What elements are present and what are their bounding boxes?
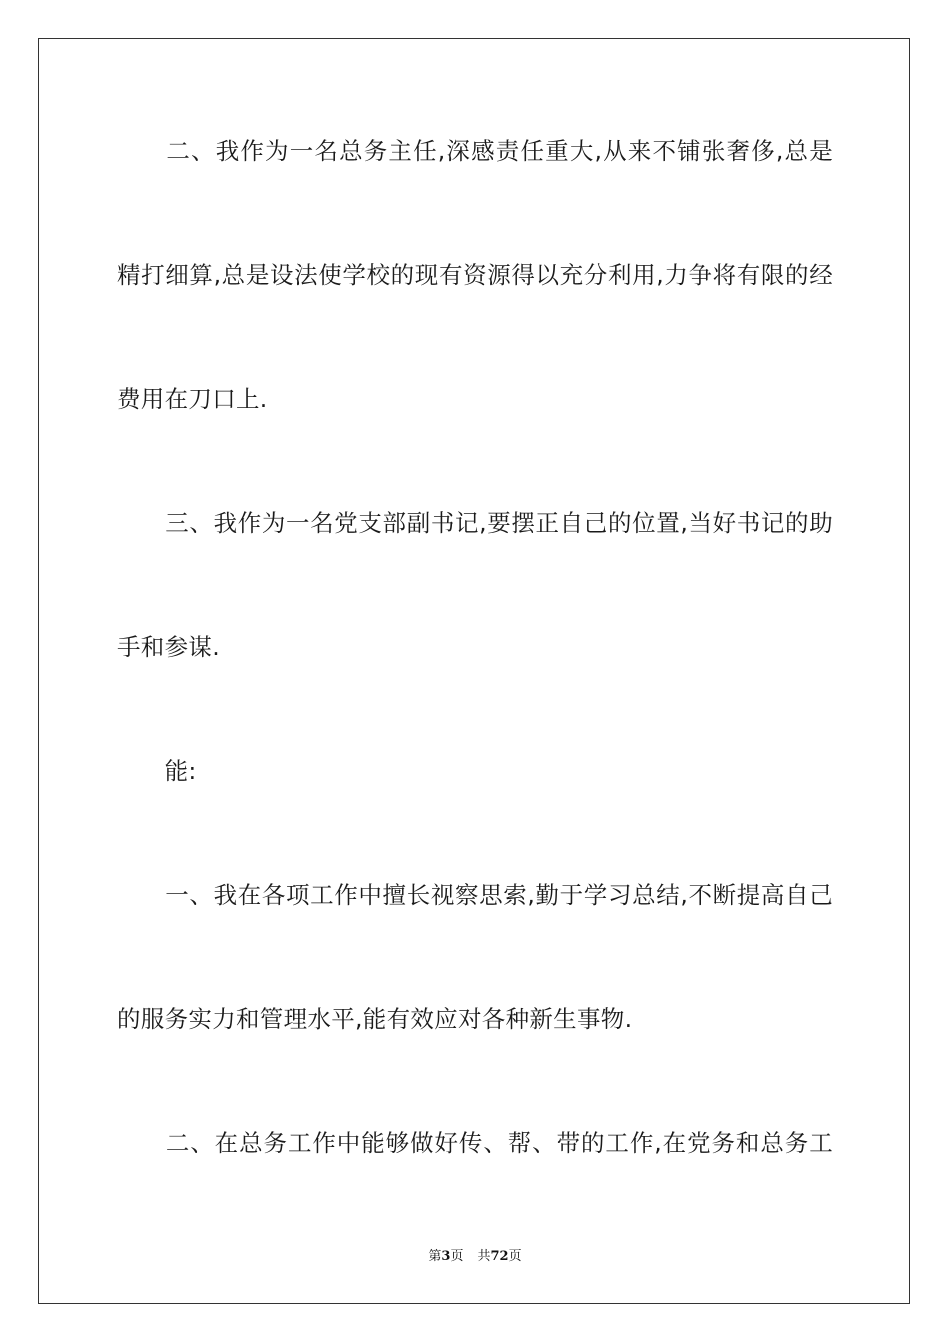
page-number-label: 第3页 bbox=[428, 1249, 464, 1264]
text-line-5: 手和参谋. bbox=[117, 633, 220, 661]
text-line-7: 一、我在各项工作中擅长视察思索,勤于学习总结,不断提高自己 bbox=[117, 881, 833, 909]
page-total-label: 共72页 bbox=[477, 1249, 522, 1264]
text-line-1: 二、我作为一名总务主任,深感责任重大,从来不铺张奢侈,总是 bbox=[117, 137, 833, 165]
text-line-6: 能: bbox=[117, 757, 197, 785]
text-line-9: 二、在总务工作中能够做好传、帮、带的工作,在党务和总务工 bbox=[117, 1129, 833, 1157]
page-border bbox=[38, 38, 910, 1304]
page-footer bbox=[0, 1248, 950, 1266]
text-line-2: 精打细算,总是设法使学校的现有资源得以充分利用,力争将有限的经 bbox=[117, 261, 833, 289]
text-line-3: 费用在刀口上. bbox=[117, 385, 268, 413]
text-line-4: 三、我作为一名党支部副书记,要摆正自己的位置,当好书记的助 bbox=[117, 509, 833, 537]
text-line-8: 的服务实力和管理水平,能有效应对各种新生事物. bbox=[117, 1005, 633, 1033]
